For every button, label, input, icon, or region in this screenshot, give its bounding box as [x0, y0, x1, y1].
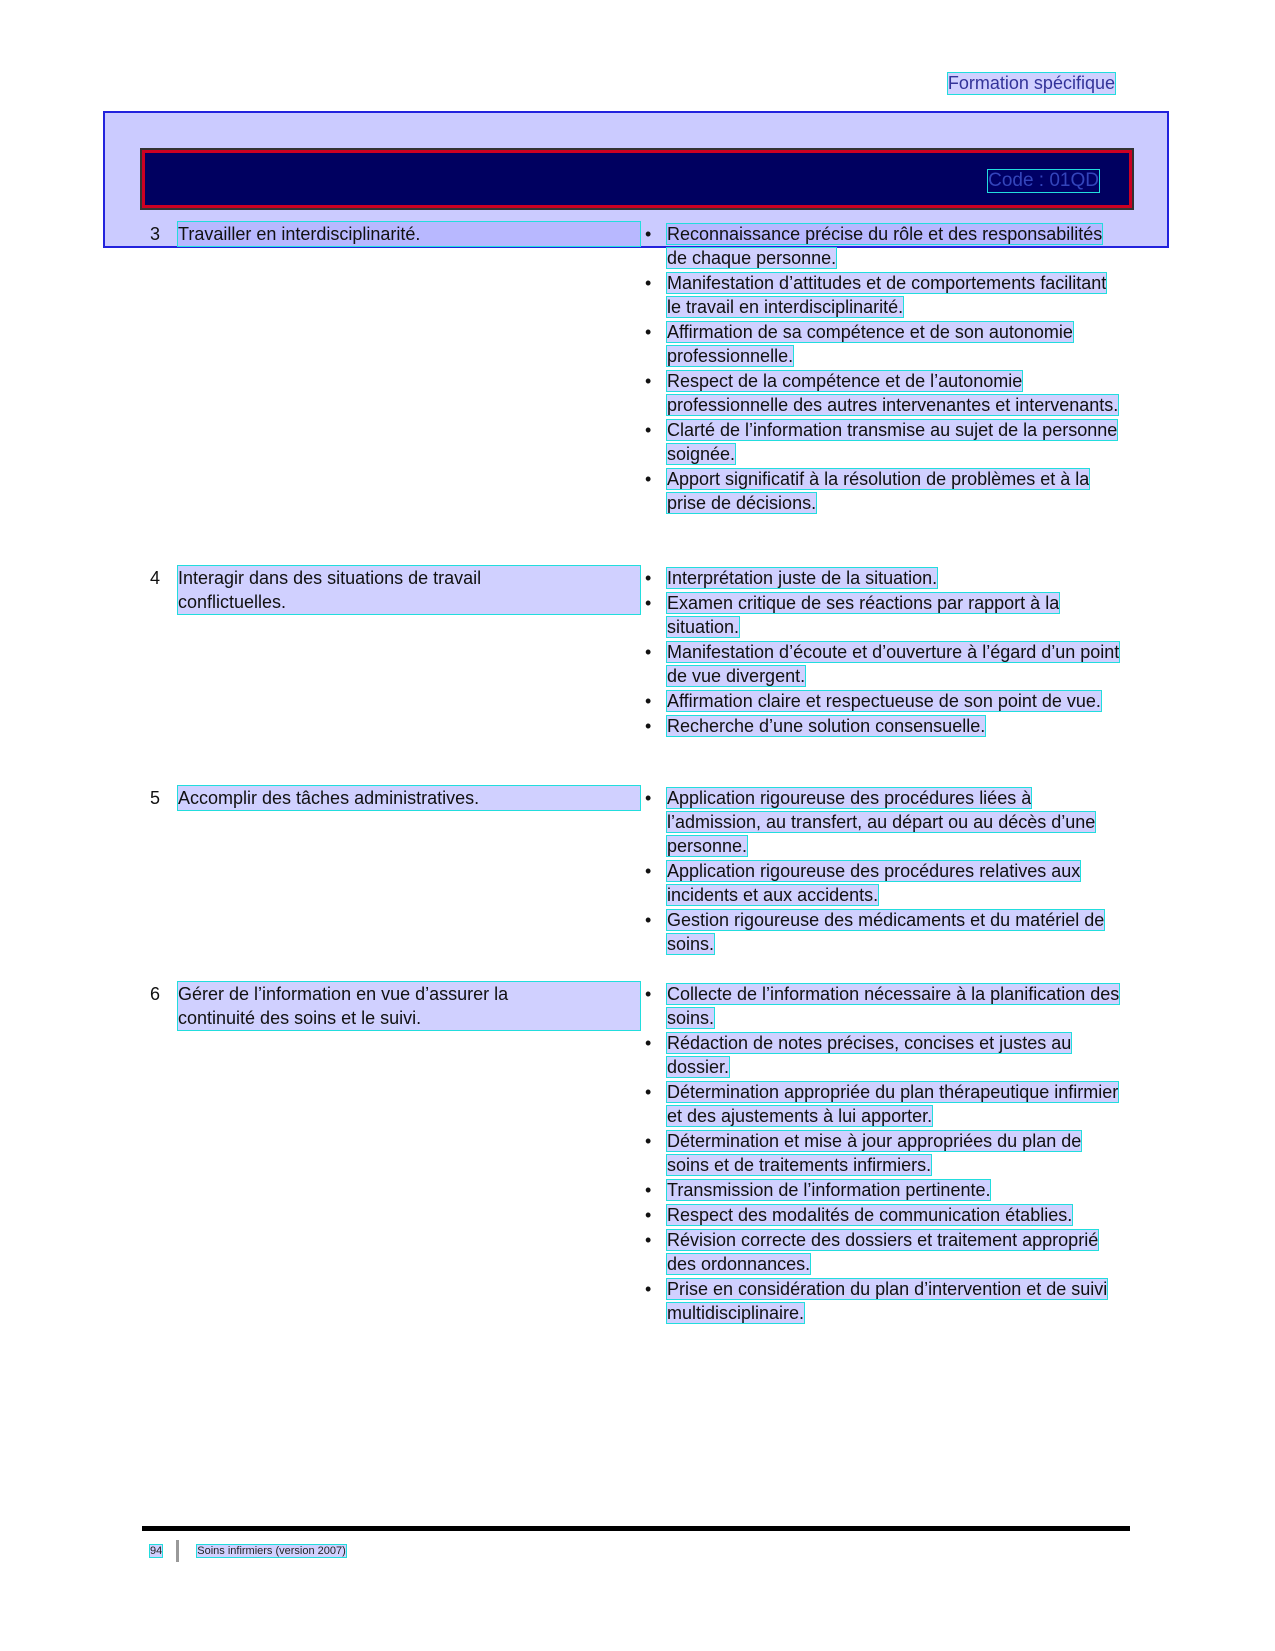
competency-number: 3: [150, 224, 161, 244]
list-item: • Manifestation d’écoute et d’ouverture à l’égard d’un point de vue divergent.: [645, 642, 1120, 686]
list-item: • Respect des modalités de communication établies.: [645, 1205, 1073, 1225]
course-code: Code : 01QD: [988, 170, 1099, 191]
list-item: • Rédaction de notes précises, concises et justes au dossier.: [645, 1033, 1072, 1077]
list-item: • Application rigoureuse des procédures liées à l’admission, au transfert, au départ ou au décès d’une personne.: [645, 788, 1096, 856]
competency-title: Interagir dans des situations de travail conflictuelles.: [178, 566, 640, 614]
list-item: • Prise en considération du plan d’intervention et de suivi multidisciplinaire.: [645, 1279, 1108, 1323]
footer-divider: [176, 1540, 179, 1562]
bullet-icon: •: [645, 984, 652, 1004]
footer-title: Soins infirmiers (version 2007): [197, 1544, 346, 1557]
competency-6: [150, 982, 640, 1030]
list-item: • Gestion rigoureuse des médicaments et du matériel de soins.: [645, 910, 1105, 954]
list-item: • Affirmation claire et respectueuse de son point de vue.: [645, 691, 1101, 711]
footer-rule: [142, 1526, 1130, 1531]
criteria-list-3: [645, 222, 1125, 516]
list-item: • Reconnaissance précise du rôle et des responsabilités de chaque personne.: [645, 224, 1103, 268]
bullet-icon: •: [645, 371, 652, 391]
bullet-icon: •: [645, 469, 652, 489]
criteria-list-4: [645, 566, 1125, 739]
list-item: • Détermination et mise à jour appropriées du plan de soins et de traitements infirmiers.: [645, 1131, 1082, 1175]
list-item: • Détermination appropriée du plan thérapeutique infirmier et des ajustements à lui apporter.: [645, 1082, 1119, 1126]
bullet-icon: •: [645, 910, 652, 930]
bullet-icon: •: [645, 1131, 652, 1151]
bullet-icon: •: [645, 593, 652, 613]
criteria-list-6: [645, 982, 1125, 1326]
list-item: • Respect de la compétence et de l’autonomie professionnelle des autres intervenantes et intervenants.: [645, 371, 1119, 415]
list-item: • Révision correcte des dossiers et traitement approprié des ordonnances.: [645, 1230, 1099, 1274]
list-item: • Transmission de l’information pertinente.: [645, 1180, 991, 1200]
competency-4: [150, 566, 640, 614]
competency-5: [150, 786, 640, 810]
bullet-icon: •: [645, 716, 652, 736]
bullet-icon: •: [645, 642, 652, 662]
bullet-icon: •: [645, 1180, 652, 1200]
header-banner: [142, 150, 1132, 208]
list-item: • Manifestation d’attitudes et de comportements facilitant le travail en interdisciplinarité.: [645, 273, 1107, 317]
bullet-icon: •: [645, 273, 652, 293]
page-footer: [150, 1540, 346, 1562]
list-item: • Affirmation de sa compétence et de son autonomie professionnelle.: [645, 322, 1073, 366]
competency-3: [150, 222, 640, 246]
competency-title: Accomplir des tâches administratives.: [178, 786, 640, 810]
list-item: • Examen critique de ses réactions par rapport à la situation.: [645, 593, 1060, 637]
criteria-list-5: [645, 786, 1125, 957]
competency-number: 5: [150, 788, 161, 808]
competency-number: 4: [150, 568, 161, 588]
competency-title: Gérer de l’information en vue d’assurer la continuité des soins et le suivi.: [178, 982, 640, 1030]
bullet-icon: •: [645, 691, 652, 711]
bullet-icon: •: [645, 861, 652, 881]
bullet-icon: •: [645, 1033, 652, 1053]
list-item: • Collecte de l’information nécessaire à la planification des soins.: [645, 984, 1120, 1028]
bullet-icon: •: [645, 1205, 652, 1225]
bullet-icon: •: [645, 1230, 652, 1250]
bullet-icon: •: [645, 1082, 652, 1102]
list-item: • Apport significatif à la résolution de problèmes et à la prise de décisions.: [645, 469, 1090, 513]
page-number: 94: [150, 1544, 163, 1557]
bullet-icon: •: [645, 224, 652, 244]
bullet-icon: •: [645, 1279, 652, 1299]
list-item: • Clarté de l’information transmise au sujet de la personne soignée.: [645, 420, 1118, 464]
section-label: Formation spécifique: [947, 73, 1115, 93]
list-item: • Application rigoureuse des procédures relatives aux incidents et aux accidents.: [645, 861, 1081, 905]
competency-number: 6: [150, 984, 161, 1004]
bullet-icon: •: [645, 420, 652, 440]
list-item: • Interprétation juste de la situation.: [645, 568, 938, 588]
bullet-icon: •: [645, 788, 652, 808]
bullet-icon: •: [645, 322, 652, 342]
competency-title: Travailler en interdisciplinarité.: [178, 222, 640, 246]
bullet-icon: •: [645, 568, 652, 588]
list-item: • Recherche d’une solution consensuelle.: [645, 716, 986, 736]
